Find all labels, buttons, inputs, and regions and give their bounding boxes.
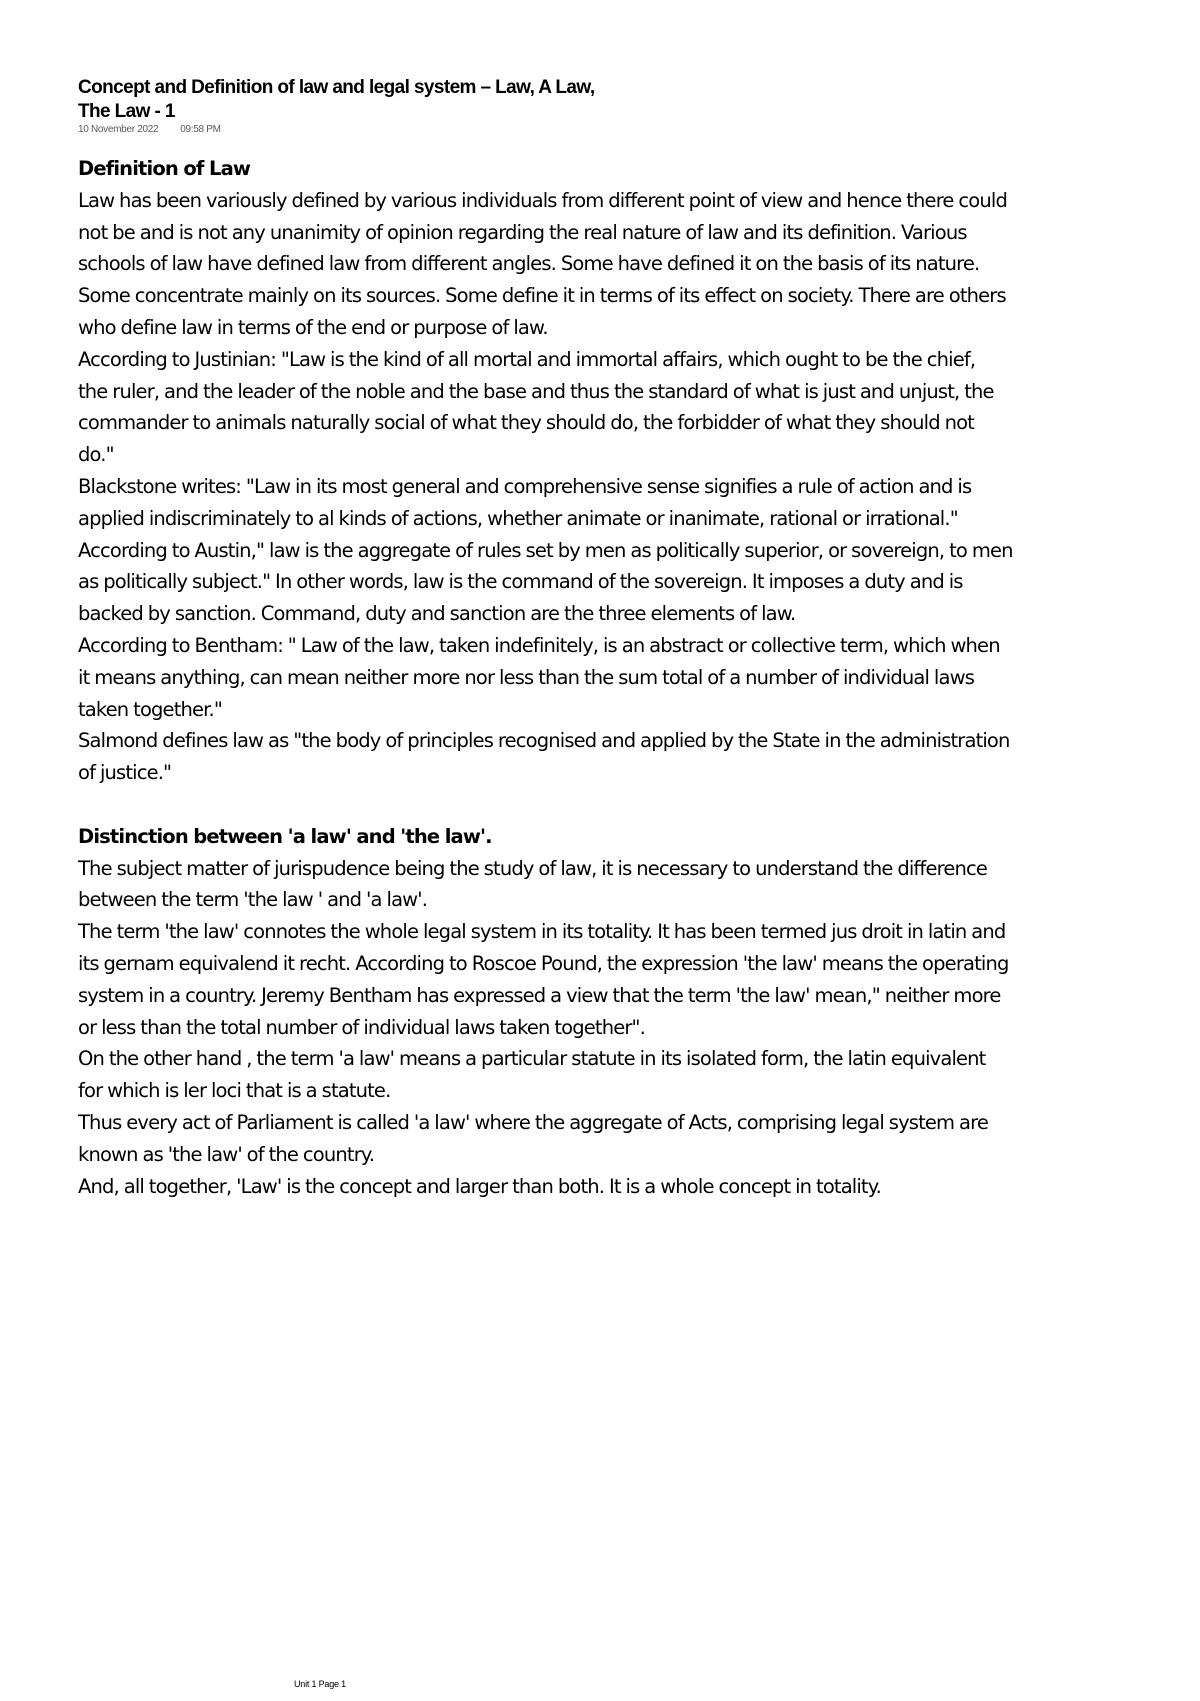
text-line: applied indiscriminately to al kinds of actions, whether animate or inanimate, rational or irrational." xyxy=(78,506,958,530)
text-line: between the term 'the law ' and 'a law'. xyxy=(78,888,428,912)
text-line: And, all together, 'Law' is the concept and larger than both. It is a whole concept in totality. xyxy=(78,1174,881,1198)
page-title-line-1: Concept and Definition of law and legal system – Law, A Law, xyxy=(78,77,595,98)
text-line: or less than the total number of individual laws taken together". xyxy=(78,1015,646,1039)
page-title-line-2: The Law - 1 xyxy=(78,101,175,122)
text-line: as politically subject." In other words, law is the command of the sovereign. It imposes a duty and is xyxy=(78,570,963,594)
text-line: the ruler, and the leader of the noble and the base and thus the standard of what is just and unjust, the xyxy=(78,379,994,403)
created-date: 10 November 2022 xyxy=(78,124,159,135)
text-line: do." xyxy=(78,443,114,467)
text-line: On the other hand , the term 'a law' means a particular statute in its isolated form, the latin equivalent xyxy=(78,1047,986,1071)
text-line: who define law in terms of the end or purpose of law. xyxy=(78,315,548,339)
text-line: it means anything, can mean neither more nor less than the sum total of a number of individual laws xyxy=(78,665,974,689)
text-line: Salmond defines law as "the body of principles recognised and applied by the State in the administration xyxy=(78,729,1010,753)
text-line: for which is ler loci that is a statute. xyxy=(78,1079,391,1103)
text-line: system in a country. Jeremy Bentham has expressed a view that the term 'the law' mean," neither more xyxy=(78,983,1001,1007)
text-line: known as 'the law' of the country. xyxy=(78,1142,375,1166)
text-line: not be and is not any unanimity of opinion regarding the real nature of law and its definition. Various xyxy=(78,220,967,244)
text-line: According to Austin," law is the aggregate of rules set by men as politically superior, or sovereign, to men xyxy=(78,538,1013,562)
created-time: 09:58 PM xyxy=(180,124,221,135)
text-line: taken together." xyxy=(78,697,222,721)
section-definition-body xyxy=(78,185,1200,789)
note-body xyxy=(78,153,1200,1202)
text-line: its gernam equivalend it recht. According to Roscoe Pound, the expression 'the law' means the operating xyxy=(78,951,1009,975)
text-line: The term 'the law' connotes the whole legal system in its totality. It has been termed jus droit in latin and xyxy=(78,920,1006,944)
text-line: Thus every act of Parliament is called 'a law' where the aggregate of Acts, comprising legal system are xyxy=(78,1110,989,1134)
section-heading-distinction: Distinction between 'a law' and 'the law'. xyxy=(78,824,492,848)
text-line: According to Justinian: "Law is the kind of all mortal and immortal affairs, which ought to be the chief, xyxy=(78,347,976,371)
section-distinction-body xyxy=(78,853,1200,1203)
blank-line xyxy=(78,789,1200,821)
text-line: commander to animals naturally social of what they should do, the forbidder of what they should not xyxy=(78,411,974,435)
text-line: Some concentrate mainly on its sources. Some define it in terms of its effect on society. There are others xyxy=(78,284,1006,308)
page-title xyxy=(78,76,798,124)
page-footer: Unit 1 Page 1 xyxy=(294,1679,346,1689)
text-line: According to Bentham: " Law of the law, taken indefinitely, is an abstract or collective term, which when xyxy=(78,633,1000,657)
section-heading-definition: Definition of Law xyxy=(78,157,251,180)
text-line: schools of law have defined law from different angles. Some have defined it on the basis of its nature. xyxy=(78,252,980,276)
text-line: The subject matter of jurispudence being the study of law, it is necessary to understand the difference xyxy=(78,856,988,880)
text-line: Law has been variously defined by various individuals from different point of view and hence there could xyxy=(78,188,1007,212)
text-line: backed by sanction. Command, duty and sanction are the three elements of law. xyxy=(78,602,796,626)
text-line: Blackstone writes: "Law in its most general and comprehensive sense signifies a rule of action and is xyxy=(78,474,972,498)
timestamp xyxy=(78,124,221,136)
text-line: of justice." xyxy=(78,761,172,785)
